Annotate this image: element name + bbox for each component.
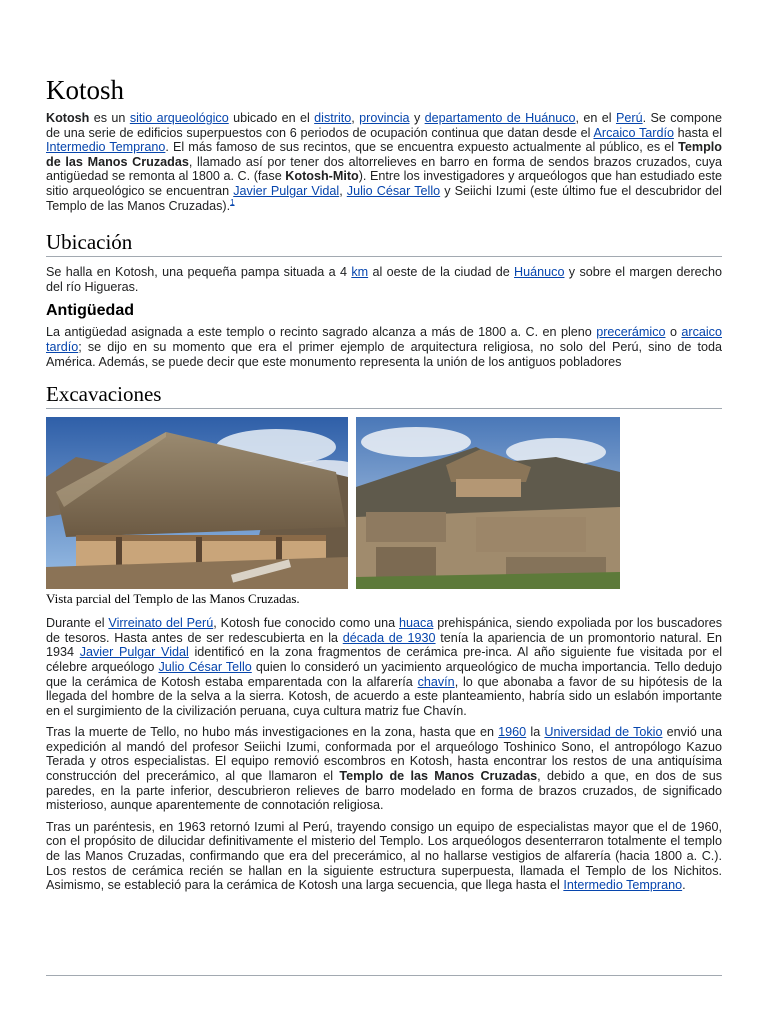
text-run: , bbox=[339, 183, 347, 198]
link-intermedio-temprano[interactable]: Intermedio Temprano bbox=[46, 140, 166, 155]
text-run: , llamado así por tener dos altorrelieves en barro en forma de sendos brazos cruzados, cuya antigüedad se remonta al 1800 a. C. (fase bbox=[46, 154, 722, 184]
text-run: y sobre el margen derecho del río Higueras. bbox=[46, 265, 722, 294]
bold-term: Templo de las Manos Cruzadas bbox=[339, 769, 538, 784]
bold-term: Kotosh-Mito bbox=[285, 169, 359, 184]
text-run: Tras un paréntesis, en 1963 retornó Izumi al Perú, trayendo consigo un equipo de especialistas mayor que el de 1960, con el propósito de dilucidar definitivamente el misterio del Templo. Los arqueólogos desenterraron totalmente el templo de las Manos Cruzadas, confirmando que era del precerámico, al no hallarse vestigios de alfarería (hacia 1800 a. C.). Los restos de cerámica recién se hallan en la siguiente estructura superpuesta, llamada el Templo de los Nichitos. Asimismo, se estableció para la cerámica de Kotosh una larga secuencia, que llega hasta el bbox=[46, 819, 722, 893]
text-run: y bbox=[409, 111, 425, 125]
text-run: , Kotosh fue conocido como una bbox=[213, 616, 400, 631]
text-run: . bbox=[682, 878, 686, 893]
intro-paragraph bbox=[46, 111, 722, 213]
bold-term: Kotosh bbox=[46, 111, 90, 125]
link-decada-de-1930[interactable]: década de 1930 bbox=[342, 630, 436, 645]
text-run: , debido a que, en dos de sus paredes, en la parte inferior, descubrieron relieves de barro modelado en forma de brazos cruzados, de significado misterioso, aunque aparentemente de connotación religiosa. bbox=[46, 769, 722, 813]
section-heading-ubicacion: Ubicación bbox=[46, 229, 722, 257]
link-distrito[interactable]: distrito bbox=[314, 111, 352, 125]
text-run: y Seiichi Izumi (este último fue el descubridor del Templo de las Manos Cruzadas). bbox=[46, 183, 722, 213]
bold-term: Templo de las Manos Cruzadas bbox=[46, 140, 722, 169]
text-run: . El más famoso de sus recintos, que se encuentra expuesto actualmente al público, es el bbox=[165, 140, 679, 155]
footer-divider bbox=[46, 975, 722, 976]
text-run: ; se dijo en su momento que era el primer ejemplo de arquitectura religiosa, no solo del Perú, sino de toda América. Además, se puede decir que este monumento representa la unión de los antiguos pobladores bbox=[46, 339, 722, 369]
link-huanuco[interactable]: Huánuco bbox=[514, 265, 565, 280]
text-run: prehispánica, siendo expoliada por los buscadores de tesoros. Hasta antes de ser redescubierta en la bbox=[46, 616, 723, 645]
page-title: Kotosh bbox=[46, 75, 125, 105]
excavaciones-paragraph-1 bbox=[46, 616, 722, 718]
text-run: tenía la apariencia de un promontorio natural. En 1934 bbox=[46, 630, 722, 660]
link-intermedio-temprano-2[interactable]: Intermedio Temprano bbox=[563, 878, 683, 893]
ubicacion-paragraph bbox=[46, 265, 722, 294]
link-departamento-huanuco[interactable]: departamento de Huánuco bbox=[424, 111, 576, 125]
text-run: , lo que abonaba a favor de su hipótesis de la llegada del hombre de la selva a la sierra. Kotosh, de acuerdo a este planteamiento, habría sido un eslabón importante en el surgimiento de la civilización peruana, cuya cultura matriz fue Chavín. bbox=[46, 674, 722, 718]
link-arcaico-tardio[interactable]: Arcaico Tardío bbox=[593, 125, 674, 140]
text-run: La antigüedad asignada a este templo o recinto sagrado alcanza a más de 1800 a. C. en pleno bbox=[46, 325, 597, 340]
text-run: envió una expedición al mandó del profesor Seiichi Izumi, conformada por el arqueólogo Toshinico Sono, el antropólogo Kazuo Terada y otros especialistas. El equipo removió escombros en Kotosh, hasta encontrar los restos de una antiquísima construcción del precerámico, al que llamaron el bbox=[46, 725, 722, 784]
link-peru[interactable]: Perú bbox=[615, 111, 643, 125]
section-heading-excavaciones: Excavaciones bbox=[46, 381, 722, 409]
reference-link[interactable]: 1 bbox=[230, 197, 235, 207]
text-run: , en el bbox=[575, 111, 616, 125]
excavaciones-paragraph-2 bbox=[46, 725, 722, 813]
link-julio-cesar-tello-2[interactable]: Julio César Tello bbox=[158, 659, 252, 674]
link-universidad-de-tokio[interactable]: Universidad de Tokio bbox=[544, 725, 663, 740]
link-km[interactable]: km bbox=[351, 265, 369, 280]
text-run: ). Entre los investigadores y arqueólogos que han estudiado este sitio arqueológico se encuentran bbox=[46, 169, 723, 198]
text-run: o bbox=[665, 325, 682, 340]
text-run: la bbox=[526, 725, 545, 740]
link-virreinato-del-peru[interactable]: Virreinato del Perú bbox=[108, 616, 214, 631]
text-run: quien lo consideró un yacimiento arqueológico de mucha importancia. Tello dedujo que la cerámica de Kotosh estaba emparentada con la alfarería bbox=[46, 659, 722, 689]
text-run: Durante el bbox=[46, 616, 109, 631]
link-javier-pulgar-vidal-2[interactable]: Javier Pulgar Vidal bbox=[79, 645, 189, 660]
antiguedad-paragraph bbox=[46, 325, 722, 369]
link-chavin[interactable]: chavín bbox=[417, 674, 455, 689]
text-run: Tras la muerte de Tello, no hubo más investigaciones en la zona, hasta que en bbox=[46, 725, 499, 740]
text-run: identificó en la zona fragmentos de cerámica pre-inca. Al año siguiente fue visitada por el célebre arqueólogo bbox=[46, 645, 722, 674]
text-run: ubicado en el bbox=[228, 111, 315, 125]
excavaciones-paragraph-3 bbox=[46, 820, 722, 893]
text-run: , bbox=[351, 111, 360, 125]
article bbox=[46, 74, 722, 900]
subsection-heading-antiguedad: Antigüedad bbox=[46, 302, 134, 320]
photo-stone-ruins[interactable] bbox=[356, 417, 620, 589]
link-julio-cesar-tello[interactable]: Julio César Tello bbox=[346, 183, 441, 198]
text-run: es un bbox=[89, 111, 130, 125]
text-run: hasta el bbox=[673, 125, 722, 140]
gallery-caption: Vista parcial del Templo de las Manos Cruzadas. bbox=[46, 591, 300, 607]
link-sitio-arqueologico[interactable]: sitio arqueológico bbox=[129, 111, 229, 125]
link-javier-pulgar-vidal[interactable]: Javier Pulgar Vidal bbox=[233, 183, 340, 198]
link-arcaico-tardio-2[interactable]: arcaico tardío bbox=[46, 325, 722, 354]
text-run: Se halla en Kotosh, una pequeña pampa situada a 4 bbox=[46, 265, 352, 280]
link-huaca[interactable]: huaca bbox=[399, 616, 434, 631]
text-run: . Se compone de una serie de edificios superpuestos con 6 periodos de ocupación continua que datan desde el bbox=[46, 111, 723, 140]
photo-thatched-temple[interactable] bbox=[46, 417, 348, 589]
link-preceramico[interactable]: precerámico bbox=[596, 325, 666, 340]
image-gallery bbox=[46, 417, 722, 591]
text-run: al oeste de la ciudad de bbox=[368, 265, 515, 280]
link-1960[interactable]: 1960 bbox=[498, 725, 527, 740]
link-provincia[interactable]: provincia bbox=[359, 111, 410, 125]
